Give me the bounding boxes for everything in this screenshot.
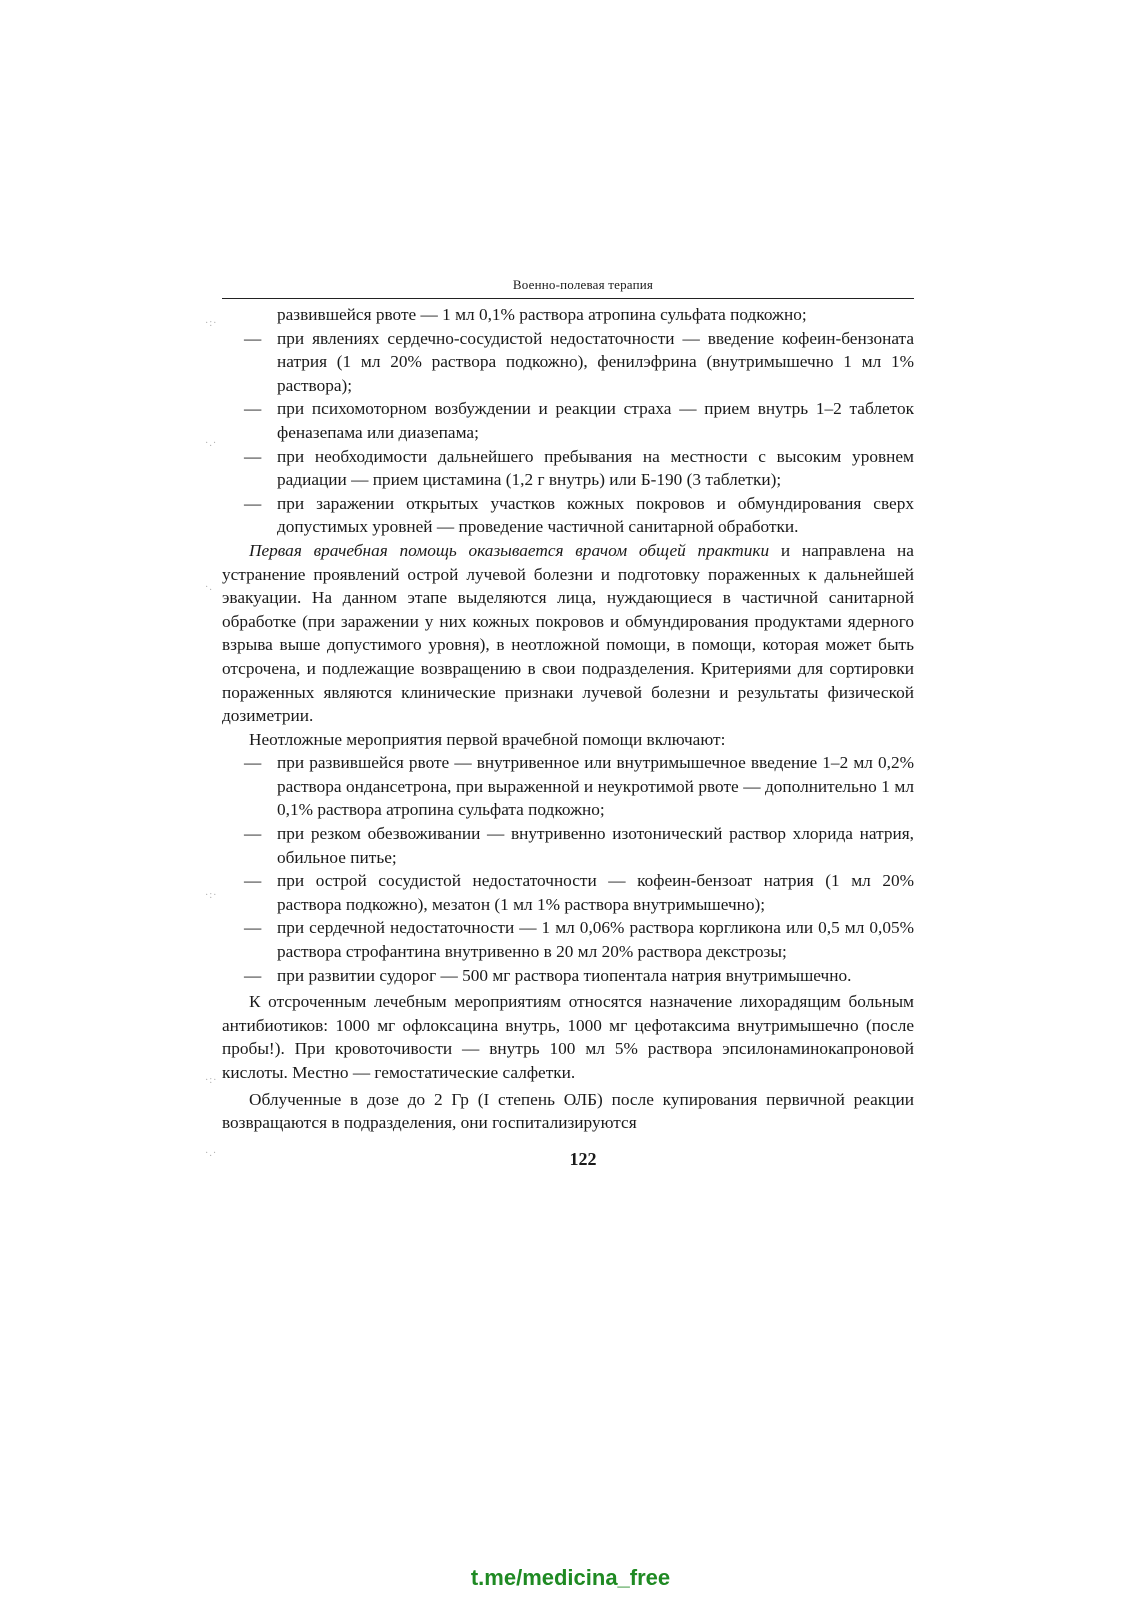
list-item-text: развившейся рвоте — 1 мл 0,1% раствора атропина сульфата подкожно; [277,305,807,324]
list-item-text: при заражении открытых участков кожных покровов и обмундирования сверх допустимых уровней — проведение частичной санитарной обработки. [277,493,914,537]
body-text [222,303,914,1135]
first-aid-paragraph [222,539,914,728]
list-item [222,751,914,822]
list-item [222,397,914,444]
scan-noise: ·:· [205,890,218,901]
page-number: 122 [569,1148,597,1169]
list-dash: — [244,446,262,466]
list-item [222,916,914,963]
list-item [222,869,914,916]
list-item [222,445,914,492]
scan-noise: ·. [205,582,213,593]
list-dash: — [244,328,262,348]
urgent-list [222,751,914,987]
document-page [222,276,914,1170]
header-rule [222,298,914,299]
list-dash: — [244,918,262,938]
urgent-intro: Неотложные мероприятия первой врачебной помощи включают: [249,729,726,749]
delayed-measures-paragraph: К отсроченным лечебным мероприятиям относятся назначение лихорадящим больным антибиотиков: 1000 мг офлоксацина внутрь, 1000 мг цефотаксима внутримышечно (после пробы!). При кровоточивости — внутрь 100 мл 5% раствора эпсилонаминокапроновой кислоты. Местно — гемостатические салфетки. [222,992,914,1082]
list-item [222,964,914,988]
list-item-text: при острой сосудистой недостаточности — кофеин-бензоат натрия (1 мл 20% раствора подкожно), мезатон (1 мл 1% раствора внутримышечно); [277,871,914,914]
list-item [222,303,914,327]
list-dash: — [244,753,262,773]
list-dash: — [244,493,262,513]
list-item [222,822,914,869]
scan-noise: ·:· [205,318,218,329]
list-dash: — [244,965,262,985]
list-dash: — [244,871,262,891]
list-item-text: при развитии судорог — 500 мг раствора тиопентала натрия внутримышечно. [277,965,852,985]
list-item [222,492,914,539]
list-item-text: при явлениях сердечно-сосудистой недостаточности — введение кофеин-бензоната натрия (1 мл 20% раствора подкожно), фенилэфрина (внутримышечно 1 мл 1% раствора); [277,328,914,395]
first-list [222,303,914,539]
list-dash: — [244,824,262,844]
list-item-text: при необходимости дальнейшего пребывания на местности с высоким уровнем радиации — прием цистамина (1,2 г внутрь) или Б-190 (3 таблетки); [277,446,914,490]
scan-noise: ·:· [205,1075,218,1086]
italic-lead: Первая врачебная помощь оказывается врачом общей практики [249,540,770,560]
list-item-text: при сердечной недостаточности — 1 мл 0,06% раствора коргликона или 0,5 мл 0,05% раствора строфантина внутривенно в 20 мл 20% раствора декстрозы; [277,918,914,962]
irradiated-paragraph: Облученные в дозе до 2 Гр (I степень ОЛБ) после купирования первичной реакции возвращаются в подразделения, они госпитализируются [222,1089,914,1133]
list-item-text: при развившейся рвоте — внутривенное или внутримышечное введение 1–2 мл 0,2% раствора ондансетрона, при выраженной и неукротимой рвоте — дополнительно 1 мл 0,1% раствора атропина сульфата подкожно; [277,753,914,820]
list-item-text: при психомоторном возбуждении и реакции страха — прием внутрь 1–2 таблеток феназепама или диазепама; [277,399,914,442]
watermark-link[interactable]: t.me/medicina_free [470,1565,671,1590]
paragraph-text: и направлена на устранение проявлений острой лучевой болезни и подготовку пораженных к дальнейшей эвакуации. На данном этапе выделяются лица, нуждающиеся в частичной санитарной обработке (при заражении у них кожных покровов и обмундирования продуктами ядерного взрыва выше допустимого уровня), в неотложной помощи, в помощи, которая может быть отсрочена, и подлежащие возвращению в свои подразделения. Критериями для сортировки пораженных являются клинические признаки лучевой болезни и результаты физической дозиметрии. [222,540,914,726]
list-dash: — [244,399,262,419]
running-head: Военно-полевая терапия [512,277,654,292]
list-item [222,327,914,398]
scan-noise: ·.· [205,1148,218,1159]
scan-noise: ·.· [205,438,218,449]
list-item-text: при резком обезвоживании — внутривенно изотонический раствор хлорида натрия, обильное питье; [277,824,914,867]
